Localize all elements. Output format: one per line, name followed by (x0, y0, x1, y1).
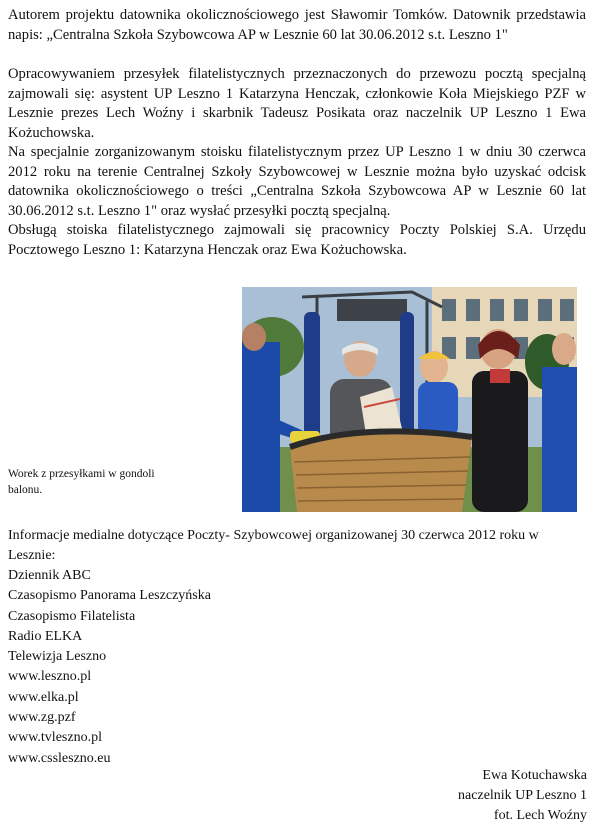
paragraph-staff: Obsługą stoiska filatelistycznego zajmowali się pracownicy Poczty Polskiej S.A. Urzędu Pocztowego Leszno 1: Katarzyna Henczak oraz Ewa Kożuchowska. (8, 222, 586, 258)
signature-role: naczelnik UP Leszno 1 (458, 788, 587, 803)
media-item: Czasopismo Filatelista (8, 608, 136, 624)
balloon-gondola-photo (242, 287, 577, 512)
media-item: Radio ELKA (8, 628, 83, 644)
signature-block (458, 766, 587, 826)
media-intro: Informacje medialne dotyczące Poczty- Szybowcowej organizowanej 30 czerwca 2012 roku w Lesznie: (8, 528, 539, 563)
media-link: www.cssleszno.eu (8, 750, 111, 766)
photo-credit: fot. Lech Woźny (493, 808, 587, 823)
media-item: Czasopismo Panorama Leszczyńska (8, 588, 211, 604)
photo-caption: Worek z przesyłkami w gondoli balonu. (8, 468, 155, 496)
media-item: Telewizja Leszno (8, 649, 107, 665)
signature-name: Ewa Kotuchawska (482, 768, 587, 783)
media-list (8, 566, 211, 769)
media-item: Dziennik ABC (8, 568, 91, 583)
media-link: www.leszno.pl (8, 669, 92, 685)
paragraph-stand: Na specjalnie zorganizowanym stoisku filatelistycznym przez UP Leszno 1 w dniu 30 czerwca 2012 roku na terenie Centralnej Szkoły Szybowcowej w Lesznie można było uzyskać odcisk datownika okolicznościowego o treści „Centralna Szkoła Szybowcowa AP w Lesznie 60 lat 30.06.2012 s.t. Leszno 1" oraz wysłać przesyłki pocztą specjalną. (8, 144, 586, 219)
media-link: www.elka.pl (8, 689, 79, 705)
paragraph-author: Autorem projektu datownika okolicznościowego jest Sławomir Tomków. Datownik przedstawia napis: „Centralna Szkoła Szybowcowa AP w Lesznie 60 lat 30.06.2012 s.t. Leszno 1" (8, 7, 586, 43)
paragraph-preparation: Opracowywaniem przesyłek filatelistycznych przeznaczonych do przewozu pocztą specjalną zajmowali się: asystent UP Leszno 1 Katarzyna Henczak, członkowie Koła Miejskiego PZF w Lesznie prezes Lech Woźny i skarbnik Tadeusz Posikata oraz naczelnik UP Leszno 1 Ewa Kożuchowska. (8, 66, 586, 141)
media-link: www.tvleszno.pl (8, 730, 102, 746)
media-link: www.zg.pzf (8, 710, 76, 726)
photo-illustration (242, 287, 577, 512)
